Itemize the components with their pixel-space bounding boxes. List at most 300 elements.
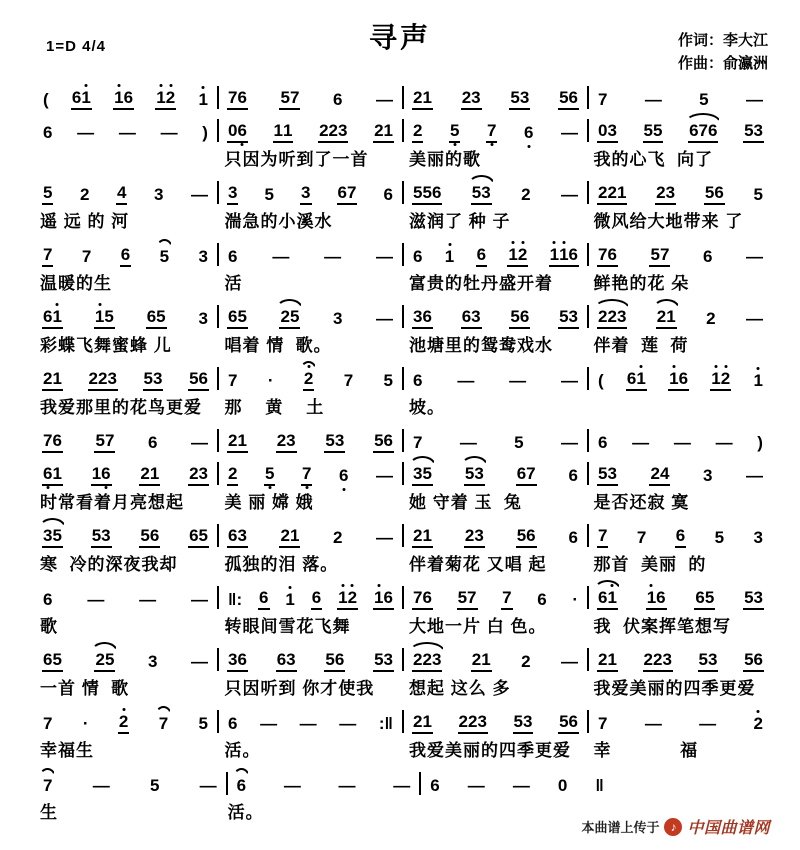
note-char: 5 xyxy=(149,776,160,795)
note-char: 5 xyxy=(704,588,715,607)
note-char: 2 xyxy=(517,245,528,264)
lyrics-measure: 滋润了 种 子 xyxy=(409,212,511,231)
note-token xyxy=(512,776,531,796)
note-token xyxy=(190,652,209,672)
note-char: 5 xyxy=(237,307,247,326)
note-token xyxy=(449,121,460,143)
note-token xyxy=(373,121,394,143)
note-char: — xyxy=(644,714,662,733)
measure xyxy=(219,307,402,329)
lyrics-measure: 我爱美丽的四季更爱 xyxy=(409,741,571,760)
note-char: 6 xyxy=(524,123,534,142)
site-logo-icon: ♪ xyxy=(664,818,682,836)
note-token xyxy=(267,371,275,391)
note-token xyxy=(42,183,53,205)
note-char: — xyxy=(457,371,475,390)
note-char: — xyxy=(324,247,342,266)
lyrics-measure: 伴着 莲 荷 xyxy=(593,336,689,355)
measure xyxy=(219,464,402,486)
note-token xyxy=(375,90,394,110)
note-char: 6 xyxy=(101,464,111,483)
note-char: 2 xyxy=(413,121,423,140)
lyrics-measure: 微风给大地带来 了 xyxy=(593,212,744,231)
note-char: 7 xyxy=(343,371,354,390)
note-token xyxy=(459,433,478,453)
note-char: 1 xyxy=(289,526,300,545)
note-char: — xyxy=(375,528,393,547)
note-token xyxy=(412,433,423,453)
note-char: 1 xyxy=(508,245,518,264)
note-char: 6 xyxy=(43,123,53,142)
measure xyxy=(219,369,402,391)
note-char: 1 xyxy=(273,121,283,140)
note-char: 6 xyxy=(714,183,724,202)
note-token xyxy=(649,464,670,486)
note-token xyxy=(94,307,115,329)
note-char: 5 xyxy=(104,650,115,669)
note-char: 7 xyxy=(659,245,670,264)
lyrics-measure: 那首 美丽 的 xyxy=(593,555,707,574)
note-char: 3 xyxy=(702,466,713,485)
system xyxy=(34,768,772,821)
measure xyxy=(404,433,587,453)
note-token xyxy=(631,433,650,453)
note-char: 2 xyxy=(328,121,338,140)
measure xyxy=(589,183,772,205)
note-char: 1 xyxy=(374,588,384,607)
note-token xyxy=(597,245,618,267)
note-token xyxy=(636,528,647,548)
note-char: 2 xyxy=(276,431,287,450)
note-char: — xyxy=(715,433,733,452)
note-char: 1 xyxy=(156,88,166,107)
measure xyxy=(589,245,772,267)
note-char: 3 xyxy=(616,307,627,326)
note-token xyxy=(42,245,53,267)
note-token xyxy=(702,466,713,486)
note-char: — xyxy=(160,123,178,142)
note-char: 6 xyxy=(461,307,472,326)
note-char: 7 xyxy=(347,183,357,202)
note-token xyxy=(508,371,527,391)
note-char: 5 xyxy=(156,307,166,326)
note-char: — xyxy=(191,590,208,609)
note-token xyxy=(520,652,531,672)
note-char: 3 xyxy=(198,464,208,483)
lyrics-measure: 鲜艳的花 朵 xyxy=(593,274,690,293)
credits xyxy=(678,30,768,75)
note-char: · xyxy=(267,371,274,390)
note-token xyxy=(160,123,179,143)
notes-row xyxy=(34,458,772,486)
note-char: 6 xyxy=(413,371,423,390)
note-token xyxy=(597,464,618,486)
note-token xyxy=(190,590,209,610)
note-char: 3 xyxy=(665,183,676,202)
note-token xyxy=(560,433,579,453)
note-char: 5 xyxy=(559,712,569,731)
note-token xyxy=(143,369,164,391)
note-char: 2 xyxy=(471,650,482,669)
note-char: 3 xyxy=(413,464,423,483)
note-char: 6 xyxy=(519,307,530,326)
note-char: 5 xyxy=(516,526,527,545)
note-token xyxy=(597,526,608,548)
note-char: 3 xyxy=(471,307,481,326)
note-char: 5 xyxy=(744,121,754,140)
note-token xyxy=(597,588,618,610)
note-char: 6 xyxy=(123,88,134,107)
note-token xyxy=(644,90,663,110)
note-char: 2 xyxy=(413,650,423,669)
note-char: 5 xyxy=(91,526,102,545)
note-token xyxy=(467,776,486,796)
measure xyxy=(404,307,587,329)
note-token xyxy=(626,369,647,391)
note-char: 6 xyxy=(431,183,442,202)
note-char: 2 xyxy=(422,650,432,669)
note-char: — xyxy=(190,433,208,452)
note-char: 1 xyxy=(91,464,102,483)
note-char: — xyxy=(509,371,527,390)
note-char: 1 xyxy=(52,307,62,326)
note-char: 5 xyxy=(95,431,105,450)
note-token xyxy=(560,371,579,391)
note-char: — xyxy=(375,90,393,109)
note-char: 6 xyxy=(276,650,287,669)
note-token xyxy=(456,371,475,391)
note-token xyxy=(42,90,50,110)
lyrics-measure: 想起 这么 多 xyxy=(409,679,511,698)
note-char: 7 xyxy=(502,588,512,607)
composer-credit: 作曲：俞瀛洲 xyxy=(677,54,768,72)
note-char: 6 xyxy=(120,245,131,264)
note-char: 2 xyxy=(598,183,608,202)
note-token xyxy=(646,588,667,610)
note-char: 5 xyxy=(514,433,524,452)
note-token xyxy=(42,776,53,796)
note-token xyxy=(227,590,243,610)
lyrics-measure: 她 守着 玉 兔 xyxy=(409,493,522,512)
note-token xyxy=(198,714,209,734)
note-char: 6 xyxy=(198,369,208,388)
measure xyxy=(219,183,402,205)
note-token xyxy=(715,433,734,453)
lyrics-measure: 湍急的小溪水 xyxy=(224,212,333,231)
note-char: 1 xyxy=(383,121,393,140)
note-token xyxy=(86,590,105,610)
note-char: 3 xyxy=(334,431,345,450)
lyrics-row xyxy=(34,269,772,292)
note-char: ( xyxy=(43,90,49,109)
system xyxy=(34,239,772,292)
note-token xyxy=(412,121,423,143)
note-token xyxy=(412,183,442,205)
note-token xyxy=(501,588,512,610)
note-char: 6 xyxy=(147,433,158,452)
notes-row xyxy=(34,82,772,110)
note-token xyxy=(597,714,608,734)
note-char: — xyxy=(376,247,393,266)
note-char: 2 xyxy=(43,369,53,388)
note-char: 2 xyxy=(80,185,90,204)
note-char: 3 xyxy=(662,650,672,669)
note-char: 3 xyxy=(519,88,530,107)
note-token xyxy=(42,526,63,548)
note-char: 7 xyxy=(289,88,300,107)
note-token xyxy=(373,650,394,672)
note-char: 6 xyxy=(43,307,53,326)
note-token xyxy=(745,247,764,267)
note-char: 5 xyxy=(104,307,114,326)
note-token xyxy=(704,183,725,205)
note-token xyxy=(81,247,92,267)
note-char: 5 xyxy=(653,121,663,140)
note-char: 5 xyxy=(510,88,520,107)
note-token xyxy=(509,88,530,110)
note-token xyxy=(743,121,764,143)
note-char: 5 xyxy=(140,526,150,545)
note-token xyxy=(523,123,534,143)
upload-note: 本曲谱上传于 xyxy=(581,820,660,835)
note-char: · xyxy=(572,590,578,609)
measure xyxy=(404,88,587,110)
note-token xyxy=(299,714,318,734)
note-char: 7 xyxy=(43,245,53,264)
lyrics-measure: 只因为听到了一首 xyxy=(224,150,369,169)
note-char: 2 xyxy=(643,650,653,669)
note-char: 6 xyxy=(422,588,432,607)
note-char: 7 xyxy=(413,588,423,607)
note-char: 0 xyxy=(228,121,238,140)
measure xyxy=(589,90,772,110)
note-char: — xyxy=(560,185,578,204)
note-token xyxy=(149,776,160,796)
note-token xyxy=(147,652,158,672)
note-token xyxy=(412,464,433,486)
note-char: 6 xyxy=(607,245,617,264)
measure xyxy=(404,464,587,486)
lyrics-measure: 我的心飞 向了 xyxy=(593,150,713,169)
lyrics-measure: 生 xyxy=(40,803,58,822)
system xyxy=(34,177,772,230)
note-char: 6 xyxy=(422,307,432,326)
note-char: 2 xyxy=(656,183,666,202)
note-token xyxy=(197,90,208,110)
note-char: 2 xyxy=(464,526,475,545)
note-char: 6 xyxy=(568,88,578,107)
note-char: 1 xyxy=(607,650,617,669)
note-char: 2 xyxy=(706,309,716,328)
note-char: 3 xyxy=(413,307,423,326)
note-token xyxy=(199,776,218,796)
system xyxy=(34,115,772,168)
notes-row xyxy=(34,363,772,391)
note-char: 6 xyxy=(43,590,53,609)
measure xyxy=(219,121,402,143)
note-token xyxy=(227,121,248,143)
note-token xyxy=(560,123,579,143)
note-token xyxy=(464,464,485,486)
lyrics-measure: 我 伏案挥笔想写 xyxy=(593,617,731,636)
system xyxy=(34,706,772,759)
note-token xyxy=(597,433,608,453)
note-char: 1 xyxy=(422,88,432,107)
measure xyxy=(404,588,587,610)
note-char: 2 xyxy=(280,307,290,326)
note-char: 5 xyxy=(52,650,62,669)
note-char: 2 xyxy=(607,183,617,202)
note-token xyxy=(571,590,579,610)
lyrics-measure: 活 xyxy=(224,274,243,293)
note-char: 2 xyxy=(521,652,531,671)
measure xyxy=(219,431,402,453)
note-char: — xyxy=(339,714,357,733)
note-char: 1 xyxy=(711,369,721,388)
lyrics-measure xyxy=(34,145,219,168)
note-char: ) xyxy=(757,433,763,452)
note-token xyxy=(227,183,238,205)
measure xyxy=(34,776,226,796)
note-char: 6 xyxy=(516,464,527,483)
note-char: 2 xyxy=(280,526,290,545)
note-token xyxy=(668,369,689,391)
note-char: 1 xyxy=(669,369,679,388)
note-token xyxy=(284,590,295,610)
note-token xyxy=(375,466,394,486)
note-token xyxy=(673,433,692,453)
note-char: 6 xyxy=(708,121,718,140)
measure xyxy=(34,590,217,610)
note-token xyxy=(332,528,343,548)
note-token xyxy=(283,776,302,796)
note-char: — xyxy=(745,90,763,109)
note-char: 5 xyxy=(159,247,170,266)
note-char: 3 xyxy=(153,369,163,388)
note-char: 6 xyxy=(383,431,393,450)
note-token xyxy=(258,588,269,610)
note-char: 2 xyxy=(598,650,608,669)
note-char: 1 xyxy=(616,183,627,202)
note-token xyxy=(520,185,531,205)
note-token xyxy=(91,526,112,548)
measure xyxy=(404,371,587,391)
lyrics-measure: 富贵的牡丹盛开着 xyxy=(409,274,553,293)
system xyxy=(34,644,772,697)
lyrics-measure: 寒 冷的深夜我却 xyxy=(40,555,178,574)
system xyxy=(34,363,772,416)
note-char: 6 xyxy=(228,526,238,545)
note-token xyxy=(412,712,433,734)
note-char: 5 xyxy=(52,526,62,545)
measure xyxy=(589,307,772,329)
lyrics-measure: 彩蝶飞舞蜜蜂 儿 xyxy=(40,336,172,355)
measure xyxy=(219,247,402,267)
lyrics-row xyxy=(34,736,772,759)
note-char: 5 xyxy=(643,121,653,140)
note-token xyxy=(158,714,169,734)
note-token xyxy=(461,88,482,110)
note-token xyxy=(568,466,579,486)
note-char: 1 xyxy=(666,307,676,326)
notes-row xyxy=(34,582,772,610)
note-token xyxy=(332,309,343,329)
lyrics-measure: 池塘里的鸳鸯戏水 xyxy=(409,336,553,355)
note-token xyxy=(373,431,394,453)
note-token xyxy=(643,121,664,143)
note-token xyxy=(76,123,95,143)
note-char: 3 xyxy=(228,650,238,669)
note-char: 5 xyxy=(559,307,569,326)
note-char: — xyxy=(560,433,578,452)
note-char: 6 xyxy=(228,714,238,733)
note-char: 2 xyxy=(413,88,423,107)
note-char: ( xyxy=(598,371,604,390)
note-token xyxy=(318,121,348,143)
note-char: : xyxy=(378,714,385,733)
note-char: 6 xyxy=(237,121,247,140)
note-char: 7 xyxy=(158,714,169,733)
note-token xyxy=(745,466,764,486)
note-token xyxy=(743,588,764,610)
note-char: 1 xyxy=(52,464,62,483)
note-char: 2 xyxy=(656,307,667,326)
measure xyxy=(34,123,217,143)
lyrics-measure: 活。 xyxy=(227,803,264,822)
note-char: 6 xyxy=(189,526,199,545)
note-char: 3 xyxy=(753,121,763,140)
note-token xyxy=(116,183,127,205)
note-token xyxy=(378,714,394,734)
lyrics-row xyxy=(34,550,772,573)
note-token xyxy=(753,528,764,548)
lyrics-row xyxy=(34,674,772,697)
note-char: 5 xyxy=(422,464,432,483)
notes-row xyxy=(34,115,772,143)
lyrics-measure: 温暖的生 xyxy=(40,274,112,293)
note-char: — xyxy=(338,776,356,795)
notes-row xyxy=(34,644,772,672)
note-char: 6 xyxy=(656,588,666,607)
notes-row xyxy=(34,177,772,205)
note-char: 2 xyxy=(189,464,199,483)
measure xyxy=(34,650,217,672)
note-token xyxy=(236,776,247,796)
measure xyxy=(589,588,772,610)
note-char: 3 xyxy=(147,652,158,671)
note-char: 3 xyxy=(101,526,111,545)
note-token xyxy=(516,464,537,486)
note-token xyxy=(94,650,115,672)
note-char: 6 xyxy=(526,526,536,545)
note-char: 7 xyxy=(43,776,53,795)
note-char: 2 xyxy=(228,464,238,483)
note-char: 3 xyxy=(753,528,763,547)
note-token xyxy=(597,307,627,329)
note-char: 5 xyxy=(383,371,393,390)
note-token xyxy=(198,309,209,329)
note-char: 5 xyxy=(198,714,208,733)
note-char: 5 xyxy=(598,464,608,483)
note-char: 3 xyxy=(338,121,348,140)
note-char: 1 xyxy=(149,464,160,483)
note-char: 2 xyxy=(140,464,150,483)
note-char: 2 xyxy=(303,369,314,388)
note-char: 6 xyxy=(568,245,578,264)
note-char: 1 xyxy=(81,88,91,107)
notes-row xyxy=(34,520,772,548)
lyrics-measure: 活。 xyxy=(224,741,261,760)
